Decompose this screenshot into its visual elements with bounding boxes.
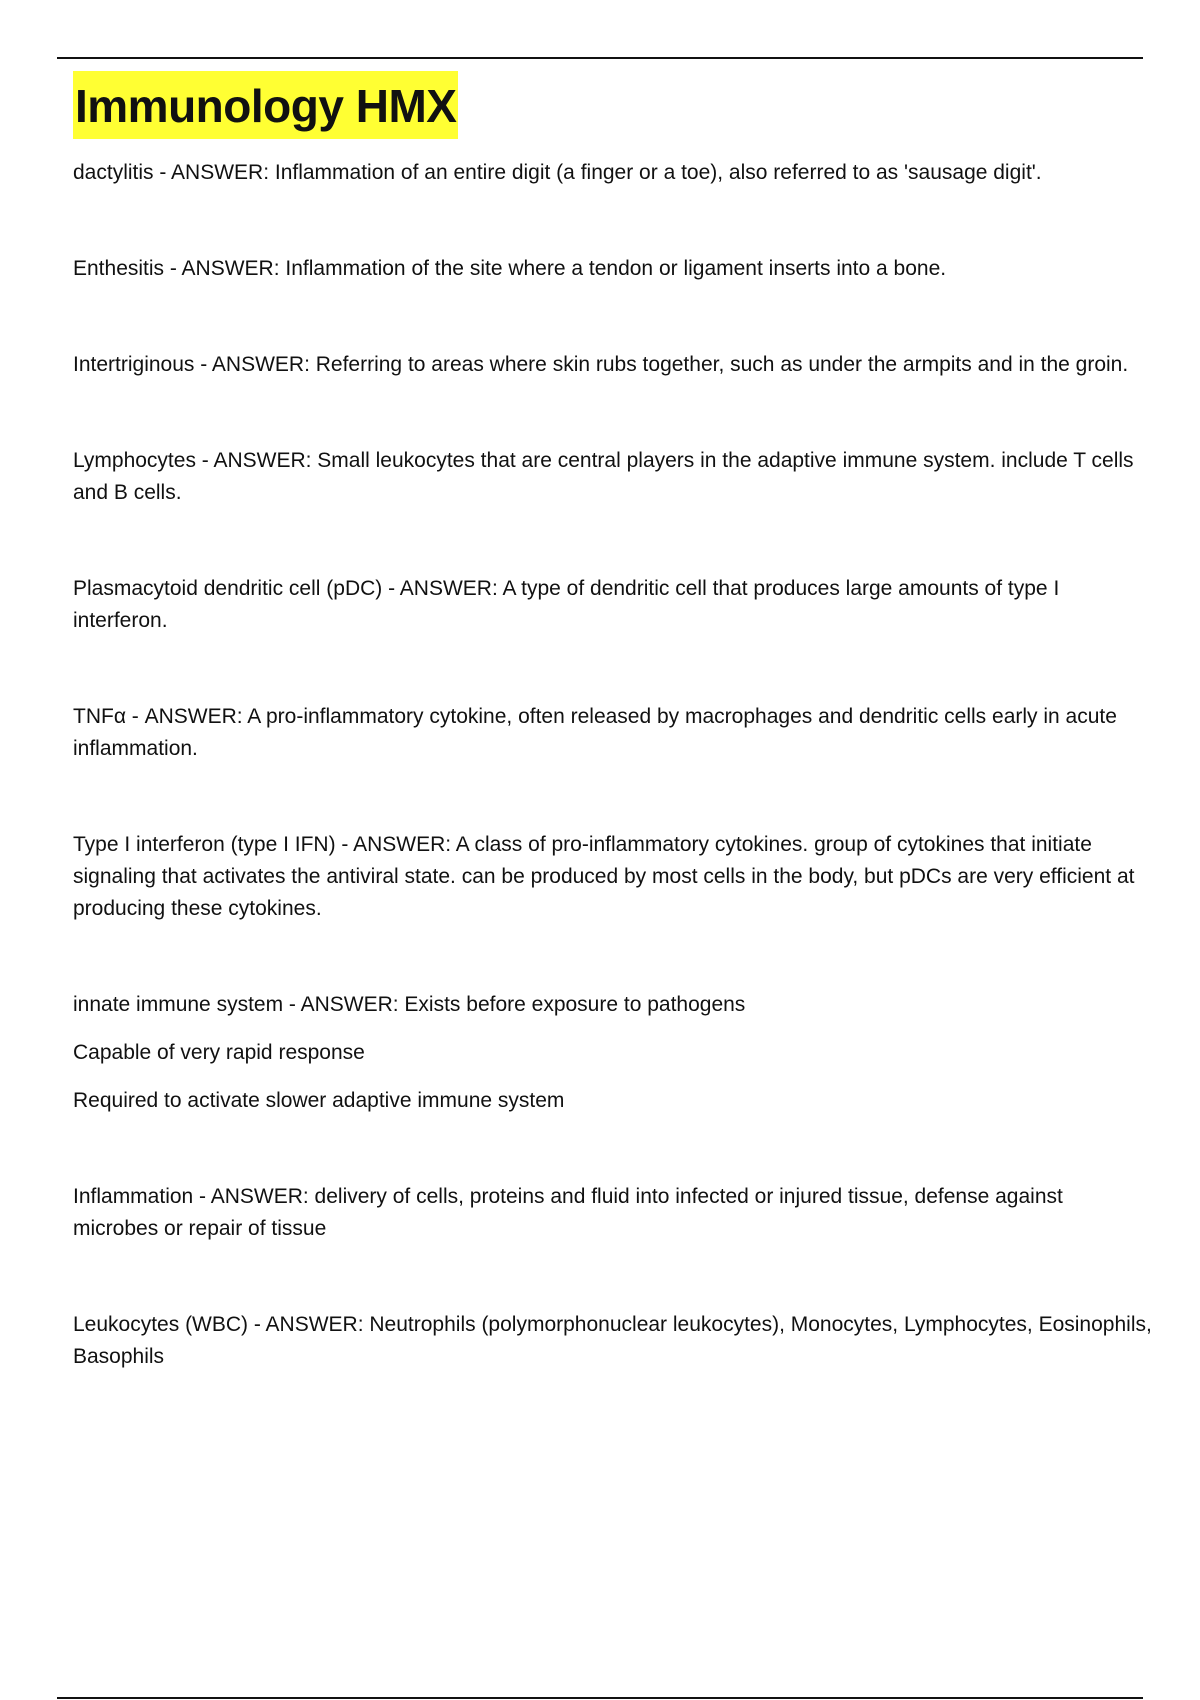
entry-list [73, 157, 1153, 1373]
entry-text: dactylitis - ANSWER: Inflammation of an entire digit (a finger or a toe), also referred to as 'sausage digit'. [73, 161, 1042, 184]
entry-text: Lymphocytes - ANSWER: Small leukocytes that are central players in the adaptive immune system. include T cells and B cells. [73, 449, 1134, 504]
document-title: Immunology HMX [73, 71, 458, 139]
entry-text: Type I interferon (type I IFN) - ANSWER: A class of pro-inflammatory cytokines. group of cytokines that initiate signaling that activates the antiviral state. can be produced by most cells in the body, but pDCs are very efficient at producing these cytokines. [73, 833, 1135, 920]
flashcard-entry [73, 989, 1153, 1117]
flashcard-entry [73, 829, 1153, 925]
flashcard-entry [73, 157, 1153, 189]
entry-text: Plasmacytoid dendritic cell (pDC) - ANSWER: A type of dendritic cell that produces large amounts of type I interferon. [73, 577, 1060, 632]
flashcard-entry [73, 1181, 1153, 1245]
flashcard-entry [73, 1309, 1153, 1373]
flashcard-entry [73, 445, 1153, 509]
flashcard-entry [73, 573, 1153, 637]
flashcard-entry [73, 349, 1153, 381]
document-body [73, 71, 1153, 1437]
flashcard-entry [73, 701, 1153, 765]
entry-text: innate immune system - ANSWER: Exists before exposure to pathogens [73, 993, 746, 1016]
bottom-divider [57, 1697, 1143, 1699]
entry-text: TNFα - ANSWER: A pro-inflammatory cytokine, often released by macrophages and dendritic cells early in acute inflammation. [73, 705, 1117, 760]
flashcard-entry [73, 253, 1153, 285]
entry-text: Required to activate slower adaptive immune system [73, 1089, 565, 1112]
entry-text: Capable of very rapid response [73, 1041, 365, 1064]
top-divider [57, 57, 1143, 59]
entry-text: Leukocytes (WBC) - ANSWER: Neutrophils (polymorphonuclear leukocytes), Monocytes, Lymphocytes, Eosinophils, Basophils [73, 1313, 1152, 1368]
entry-text: Inflammation - ANSWER: delivery of cells, proteins and fluid into infected or injured tissue, defense against microbes or repair of tissue [73, 1185, 1063, 1240]
entry-text: Enthesitis - ANSWER: Inflammation of the site where a tendon or ligament inserts into a bone. [73, 257, 947, 280]
entry-text: Intertriginous - ANSWER: Referring to areas where skin rubs together, such as under the armpits and in the groin. [73, 353, 1129, 376]
